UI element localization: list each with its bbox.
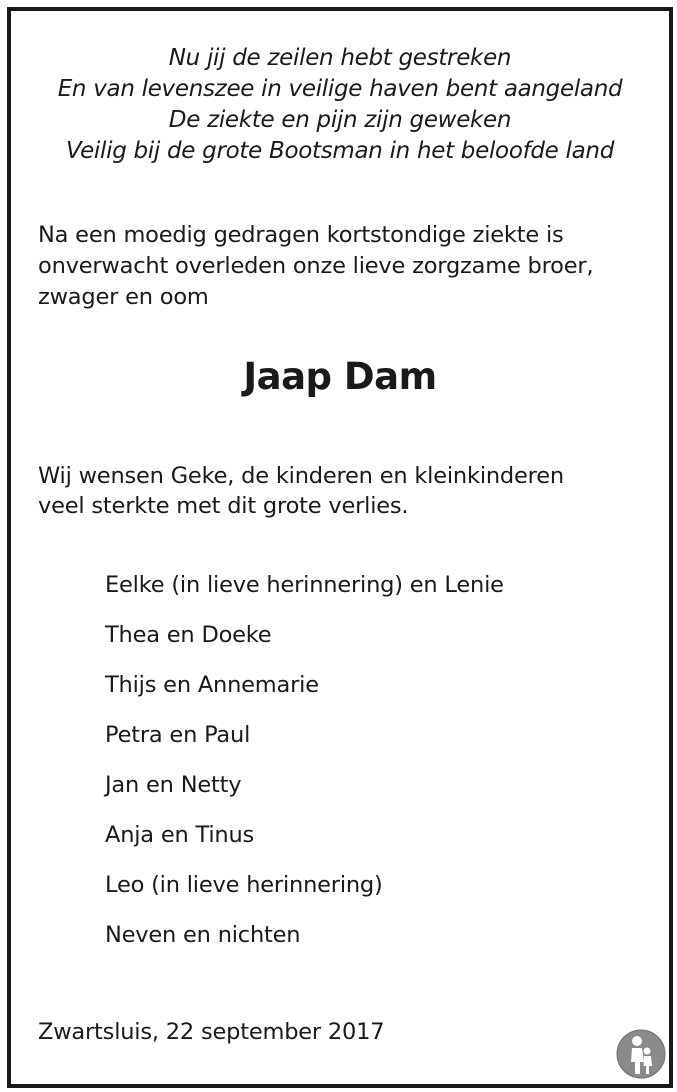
poem-line: Nu jij de zeilen hebt gestreken [168, 45, 512, 71]
signer-item: Anja en Tinus [105, 822, 255, 848]
poem-line: Veilig bij de grote Bootsman in het beloofde land [65, 138, 615, 164]
signer-item: Jan en Netty [105, 772, 242, 798]
intro-line: Na een moedig gedragen kortstondige ziekte is [38, 222, 564, 248]
condolence-line: veel sterkte met dit grote verlies. [38, 493, 409, 519]
intro-line: onverwacht overleden onze lieve zorgzame broer, [38, 253, 594, 279]
signer-item: Thijs en Annemarie [105, 672, 319, 698]
memorial-figure-icon [616, 1029, 666, 1079]
signer-item: Petra en Paul [105, 722, 251, 748]
signer-item: Neven en nichten [105, 922, 301, 948]
poem-line: En van levenszee in veilige haven bent aangeland [57, 76, 623, 102]
place-date: Zwartsluis, 22 september 2017 [38, 1019, 385, 1045]
announcement-card [7, 7, 673, 1088]
poem [11, 43, 669, 167]
condolence-line: Wij wensen Geke, de kinderen en kleinkinderen [38, 463, 564, 489]
poem-line: De ziekte en pijn zijn geweken [168, 107, 512, 133]
signers-list [105, 570, 645, 970]
intro-line: zwager en oom [38, 284, 209, 310]
condolence-text [38, 461, 648, 521]
deceased-name: Jaap Dam [243, 355, 437, 398]
signer-item: Eelke (in lieve herinnering) en Lenie [105, 572, 504, 598]
intro-text [38, 220, 648, 313]
signer-item: Leo (in lieve herinnering) [105, 872, 383, 898]
signer-item: Thea en Doeke [105, 622, 272, 648]
